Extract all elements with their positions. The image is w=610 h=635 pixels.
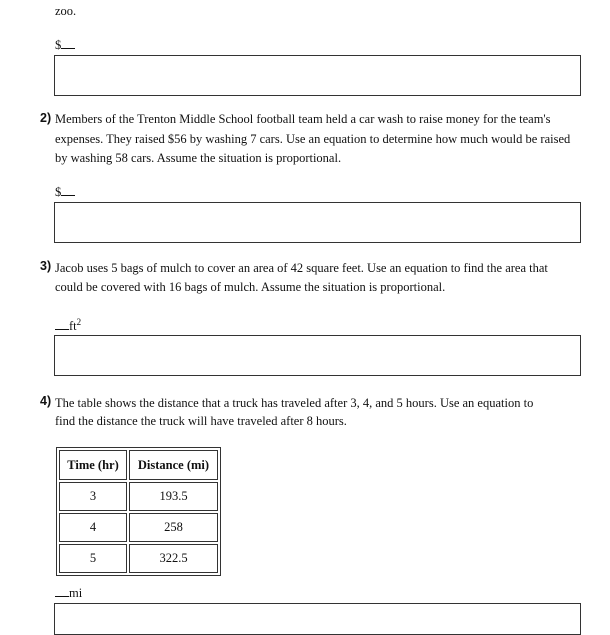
distance-table [56,447,221,576]
answer-blank [61,185,75,196]
q3-answer-box[interactable] [54,335,581,376]
table-row [59,513,218,542]
q3-text-line-1: Jacob uses 5 bags of mulch to cover an area of 42 square feet. Use an equation to find the area that [55,261,548,275]
answer-blank [55,319,69,330]
table-cell: 258 [129,513,218,542]
table-cell: 3 [59,482,127,511]
table-cell: 4 [59,513,127,542]
q4-text-line-1: The table shows the distance that a truck has traveled after 3, 4, and 5 hours. Use an equation to [55,396,534,410]
table-header: Time (hr) [59,450,127,480]
table-header: Distance (mi) [129,450,218,480]
q1-answer-box[interactable] [54,55,581,96]
q4-text-line-2: find the distance the truck will have traveled after 8 hours. [55,414,347,428]
answer-blank [55,586,69,597]
unit-superscript: 2 [76,317,82,327]
q4-number: 4) [40,394,52,408]
q2-text-line-3: by washing 58 cars. Assume the situation is proportional. [55,151,342,165]
q2-text-line-2: expenses. They raised $56 by washing 7 cars. Use an equation to determine how much would be raised [55,132,571,146]
q3-answer-label [55,317,81,334]
table-cell: 5 [59,544,127,573]
table-cell: 193.5 [129,482,218,511]
table-header-row [59,450,218,480]
q1-answer-label [55,38,75,53]
q3-number: 3) [40,259,52,273]
table-row [59,544,218,573]
q2-answer-label [55,185,75,200]
q3-text-line-2: could be covered with 16 bags of mulch. Assume the situation is proportional. [55,280,446,294]
q2-text-line-1: Members of the Trenton Middle School football team held a car wash to raise money for the team's [55,112,551,126]
answer-blank [61,38,75,49]
table-row [59,482,218,511]
q2-answer-box[interactable] [54,202,581,243]
q4-answer-box[interactable] [54,603,581,635]
question-fragment: zoo. [55,4,77,18]
q2-number: 2) [40,111,52,125]
q4-answer-label [55,586,82,601]
dollar-sign: $ [55,38,62,52]
dollar-sign: $ [55,185,62,199]
table-cell: 322.5 [129,544,218,573]
unit-mi: mi [69,586,83,600]
unit-ft: ft [69,319,77,334]
